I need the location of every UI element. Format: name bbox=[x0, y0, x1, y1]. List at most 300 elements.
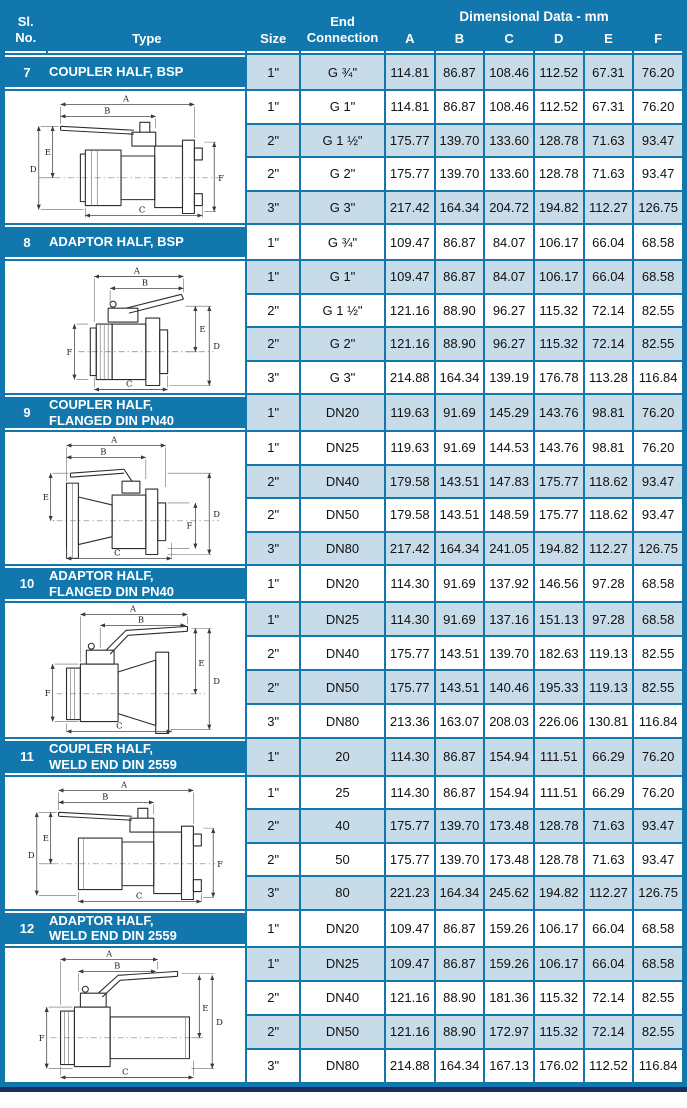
dim-f-cell: 68.58 bbox=[634, 603, 682, 635]
dim-a-cell: 214.88 bbox=[386, 362, 434, 394]
group-10-row-1 bbox=[5, 566, 682, 601]
end-connection-cell: DN50 bbox=[301, 671, 384, 703]
dim-b-cell: 164.34 bbox=[436, 1050, 484, 1082]
dim-f-cell: 68.58 bbox=[634, 911, 682, 946]
dim-e-cell: 118.62 bbox=[585, 466, 633, 498]
dim-label-f: F bbox=[44, 688, 51, 699]
dim-a-cell: 175.77 bbox=[386, 158, 434, 190]
group-11-header-band bbox=[5, 739, 245, 774]
dim-a-cell: 114.30 bbox=[386, 777, 434, 809]
dim-a-cell: 214.88 bbox=[386, 1050, 434, 1082]
dim-label-d: D bbox=[27, 849, 35, 860]
dim-label-a: A bbox=[123, 93, 130, 104]
dim-e-cell: 130.81 bbox=[585, 705, 633, 737]
dim-label-d: D bbox=[216, 1016, 224, 1027]
dim-d-cell: 182.63 bbox=[535, 637, 583, 669]
dim-label-d: D bbox=[213, 676, 221, 687]
dim-d-cell: 106.17 bbox=[535, 261, 583, 293]
dim-label-e: E bbox=[42, 832, 50, 843]
dim-label-a: A bbox=[111, 434, 118, 445]
dim-c-cell: 241.05 bbox=[485, 533, 533, 565]
dim-d-cell: 143.76 bbox=[535, 395, 583, 430]
group-header-inner bbox=[5, 568, 245, 599]
end-connection-cell: 80 bbox=[301, 877, 384, 909]
end-connection-cell: DN50 bbox=[301, 499, 384, 531]
size-cell: 1" bbox=[247, 395, 299, 430]
dim-f-cell: 82.55 bbox=[634, 1016, 682, 1048]
group-number: 7 bbox=[23, 64, 31, 80]
end-connection-cell: G 3" bbox=[301, 362, 384, 394]
size-cell: 2" bbox=[247, 295, 299, 327]
dim-b-cell: 88.90 bbox=[436, 295, 484, 327]
dim-e-cell: 112.52 bbox=[585, 1050, 633, 1082]
dim-e-cell: 72.14 bbox=[585, 1016, 633, 1048]
dim-d-cell: 194.82 bbox=[535, 877, 583, 909]
dim-d-cell: 175.77 bbox=[535, 499, 583, 531]
dim-b-cell: 91.69 bbox=[436, 432, 484, 464]
dim-a-cell: 114.30 bbox=[386, 739, 434, 774]
dim-c-cell: 173.48 bbox=[485, 810, 533, 842]
dim-b-cell: 86.87 bbox=[436, 777, 484, 809]
end-connection-cell: DN40 bbox=[301, 982, 384, 1014]
dim-b-cell: 143.51 bbox=[436, 637, 484, 669]
end-connection-cell: 40 bbox=[301, 810, 384, 842]
dim-a-cell: 175.77 bbox=[386, 844, 434, 876]
dim-f-cell: 116.84 bbox=[634, 362, 682, 394]
group-12-row-2 bbox=[5, 948, 682, 980]
dim-d-cell: 128.78 bbox=[535, 125, 583, 157]
col-header-b: B bbox=[436, 26, 484, 53]
dim-e-cell: 66.04 bbox=[585, 911, 633, 946]
dim-f-cell: 93.47 bbox=[634, 158, 682, 190]
dim-c-cell: 145.29 bbox=[485, 395, 533, 430]
dim-c-cell: 148.59 bbox=[485, 499, 533, 531]
dim-f-cell: 82.55 bbox=[634, 328, 682, 360]
technical-drawing-coupler-bsp bbox=[11, 92, 239, 222]
dim-e-cell: 119.13 bbox=[585, 637, 633, 669]
dim-label-a: A bbox=[134, 265, 141, 276]
dim-d-cell: 111.51 bbox=[535, 739, 583, 774]
col-header-dimensional-data: Dimensional Data - mm bbox=[386, 5, 682, 24]
dim-b-cell: 88.90 bbox=[436, 328, 484, 360]
dim-b-cell: 139.70 bbox=[436, 125, 484, 157]
dim-c-cell: 84.07 bbox=[485, 225, 533, 259]
group-11-drawing-cell bbox=[5, 777, 245, 909]
size-cell: 1" bbox=[247, 55, 299, 89]
dim-c-cell: 133.60 bbox=[485, 158, 533, 190]
size-cell: 1" bbox=[247, 261, 299, 293]
group-8-row-2 bbox=[5, 261, 682, 293]
group-number: 11 bbox=[20, 749, 34, 765]
dim-e-cell: 112.27 bbox=[585, 533, 633, 565]
dim-e-cell: 67.31 bbox=[585, 91, 633, 123]
dim-e-cell: 72.14 bbox=[585, 328, 633, 360]
dim-label-b: B bbox=[104, 105, 111, 116]
dim-e-cell: 71.63 bbox=[585, 125, 633, 157]
size-cell: 2" bbox=[247, 671, 299, 703]
col-header-e: E bbox=[585, 26, 633, 53]
dim-f-cell: 93.47 bbox=[634, 499, 682, 531]
dim-d-cell: 176.78 bbox=[535, 362, 583, 394]
size-cell: 2" bbox=[247, 158, 299, 190]
dim-b-cell: 164.34 bbox=[436, 362, 484, 394]
group-11-row-2 bbox=[5, 777, 682, 809]
dim-f-cell: 93.47 bbox=[634, 466, 682, 498]
dim-f-cell: 126.75 bbox=[634, 533, 682, 565]
dim-b-cell: 86.87 bbox=[436, 55, 484, 89]
dim-e-cell: 98.81 bbox=[585, 432, 633, 464]
dim-label-c: C bbox=[136, 890, 143, 901]
dim-a-cell: 114.81 bbox=[386, 55, 434, 89]
dim-a-cell: 217.42 bbox=[386, 192, 434, 224]
dim-c-cell: 147.83 bbox=[485, 466, 533, 498]
dim-d-cell: 151.13 bbox=[535, 603, 583, 635]
end-connection-cell: DN25 bbox=[301, 603, 384, 635]
dim-label-e: E bbox=[42, 492, 50, 503]
dim-label-f: F bbox=[217, 858, 224, 869]
end-connection-cell: G ¾" bbox=[301, 55, 384, 89]
dim-label-e: E bbox=[199, 323, 206, 334]
group-number: 9 bbox=[23, 405, 31, 421]
dim-d-cell: 176.02 bbox=[535, 1050, 583, 1082]
group-header-inner bbox=[5, 227, 245, 257]
size-cell: 3" bbox=[247, 877, 299, 909]
dim-b-cell: 139.70 bbox=[436, 158, 484, 190]
dim-label-e: E bbox=[202, 1002, 209, 1013]
dimensional-data-table bbox=[3, 3, 684, 1084]
dim-f-cell: 68.58 bbox=[634, 261, 682, 293]
dim-d-cell: 128.78 bbox=[535, 810, 583, 842]
dim-e-cell: 71.63 bbox=[585, 810, 633, 842]
size-cell: 3" bbox=[247, 705, 299, 737]
dim-d-cell: 143.76 bbox=[535, 432, 583, 464]
dim-e-cell: 71.63 bbox=[585, 158, 633, 190]
end-connection-cell: G 1" bbox=[301, 261, 384, 293]
dim-a-cell: 179.58 bbox=[386, 499, 434, 531]
dim-c-cell: 139.70 bbox=[485, 637, 533, 669]
dim-b-cell: 143.51 bbox=[436, 466, 484, 498]
dim-label-f: F bbox=[186, 520, 193, 531]
col-header-d: D bbox=[535, 26, 583, 53]
technical-drawing-coupler-weld bbox=[11, 778, 239, 908]
end-connection-cell: DN20 bbox=[301, 566, 384, 601]
group-type-label: ADAPTOR HALF, WELD END DIN 2559 bbox=[49, 912, 177, 944]
dim-f-cell: 93.47 bbox=[634, 810, 682, 842]
end-connection-cell: DN25 bbox=[301, 432, 384, 464]
size-cell: 2" bbox=[247, 466, 299, 498]
group-10-row-2 bbox=[5, 603, 682, 635]
group-8-drawing-cell bbox=[5, 261, 245, 393]
group-8-header-band bbox=[5, 225, 245, 259]
end-connection-cell: G 1 ½" bbox=[301, 295, 384, 327]
dim-e-cell: 112.27 bbox=[585, 192, 633, 224]
dim-f-cell: 76.20 bbox=[634, 91, 682, 123]
group-12-drawing-cell bbox=[5, 948, 245, 1082]
group-type-label: COUPLER HALF, BSP bbox=[49, 64, 184, 80]
end-connection-cell: G ¾" bbox=[301, 225, 384, 259]
dim-d-cell: 128.78 bbox=[535, 844, 583, 876]
end-connection-cell: 20 bbox=[301, 739, 384, 774]
end-connection-cell: DN20 bbox=[301, 911, 384, 946]
dim-d-cell: 194.82 bbox=[535, 533, 583, 565]
dim-d-cell: 106.17 bbox=[535, 948, 583, 980]
dim-label-b: B bbox=[102, 790, 109, 801]
group-type-label: COUPLER HALF, FLANGED DIN PN40 bbox=[49, 397, 174, 428]
dim-c-cell: 137.92 bbox=[485, 566, 533, 601]
dim-f-cell: 82.55 bbox=[634, 671, 682, 703]
dim-e-cell: 118.62 bbox=[585, 499, 633, 531]
dim-b-cell: 86.87 bbox=[436, 261, 484, 293]
group-7-header-band bbox=[5, 55, 245, 89]
dim-b-cell: 86.87 bbox=[436, 225, 484, 259]
dim-a-cell: 179.58 bbox=[386, 466, 434, 498]
dim-e-cell: 97.28 bbox=[585, 603, 633, 635]
dim-label-e: E bbox=[44, 147, 51, 158]
size-cell: 1" bbox=[247, 225, 299, 259]
dim-a-cell: 175.77 bbox=[386, 810, 434, 842]
dim-c-cell: 154.94 bbox=[485, 739, 533, 774]
end-connection-cell: G 2" bbox=[301, 158, 384, 190]
dim-b-cell: 143.51 bbox=[436, 671, 484, 703]
dim-label-d: D bbox=[213, 340, 221, 351]
dim-d-cell: 115.32 bbox=[535, 982, 583, 1014]
size-cell: 2" bbox=[247, 1016, 299, 1048]
dim-c-cell: 245.62 bbox=[485, 877, 533, 909]
size-cell: 1" bbox=[247, 91, 299, 123]
size-cell: 3" bbox=[247, 192, 299, 224]
size-cell: 2" bbox=[247, 637, 299, 669]
dim-b-cell: 164.34 bbox=[436, 533, 484, 565]
dim-e-cell: 71.63 bbox=[585, 844, 633, 876]
size-cell: 2" bbox=[247, 810, 299, 842]
dim-b-cell: 164.34 bbox=[436, 192, 484, 224]
dim-c-cell: 140.46 bbox=[485, 671, 533, 703]
dim-b-cell: 143.51 bbox=[436, 499, 484, 531]
dim-e-cell: 72.14 bbox=[585, 295, 633, 327]
size-cell: 2" bbox=[247, 499, 299, 531]
dim-label-a: A bbox=[121, 779, 128, 790]
col-header-c: C bbox=[485, 26, 533, 53]
dim-label-d: D bbox=[29, 163, 37, 174]
size-cell: 3" bbox=[247, 533, 299, 565]
dim-a-cell: 175.77 bbox=[386, 671, 434, 703]
dim-f-cell: 68.58 bbox=[634, 566, 682, 601]
dim-label-c: C bbox=[139, 204, 146, 215]
dim-e-cell: 66.04 bbox=[585, 948, 633, 980]
dim-c-cell: 96.27 bbox=[485, 295, 533, 327]
dim-label-a: A bbox=[106, 948, 113, 959]
dim-f-cell: 93.47 bbox=[634, 125, 682, 157]
size-cell: 3" bbox=[247, 1050, 299, 1082]
dim-b-cell: 86.87 bbox=[436, 91, 484, 123]
technical-drawing-adaptor-weld bbox=[11, 949, 239, 1081]
size-cell: 1" bbox=[247, 739, 299, 774]
dim-a-cell: 175.77 bbox=[386, 637, 434, 669]
group-12-row-1 bbox=[5, 911, 682, 946]
bottom-accent-bar bbox=[0, 1087, 687, 1092]
dim-d-cell: 226.06 bbox=[535, 705, 583, 737]
end-connection-cell: G 2" bbox=[301, 328, 384, 360]
dim-a-cell: 119.63 bbox=[386, 432, 434, 464]
dim-c-cell: 133.60 bbox=[485, 125, 533, 157]
dim-d-cell: 115.32 bbox=[535, 328, 583, 360]
dim-d-cell: 175.77 bbox=[535, 466, 583, 498]
dim-f-cell: 68.58 bbox=[634, 225, 682, 259]
size-cell: 2" bbox=[247, 982, 299, 1014]
size-cell: 2" bbox=[247, 125, 299, 157]
group-header-inner bbox=[5, 57, 245, 87]
dim-f-cell: 76.20 bbox=[634, 432, 682, 464]
dim-a-cell: 109.47 bbox=[386, 261, 434, 293]
group-11-row-1 bbox=[5, 739, 682, 774]
group-number: 12 bbox=[19, 920, 35, 936]
size-cell: 1" bbox=[247, 566, 299, 601]
dim-b-cell: 86.87 bbox=[436, 911, 484, 946]
table-header bbox=[5, 5, 682, 53]
end-connection-cell: DN25 bbox=[301, 948, 384, 980]
group-10-drawing-cell bbox=[5, 603, 245, 737]
dim-e-cell: 98.81 bbox=[585, 395, 633, 430]
dim-a-cell: 109.47 bbox=[386, 911, 434, 946]
end-connection-cell: G 1 ½" bbox=[301, 125, 384, 157]
col-header-end-connection: End Connection bbox=[301, 5, 384, 53]
end-connection-cell: DN80 bbox=[301, 705, 384, 737]
dim-d-cell: 195.33 bbox=[535, 671, 583, 703]
dim-e-cell: 67.31 bbox=[585, 55, 633, 89]
end-connection-cell: DN80 bbox=[301, 533, 384, 565]
group-10-header-band bbox=[5, 566, 245, 601]
col-header-f: F bbox=[634, 26, 682, 53]
dim-label-c: C bbox=[122, 1066, 129, 1077]
dim-e-cell: 66.29 bbox=[585, 777, 633, 809]
dim-label-c: C bbox=[114, 547, 121, 558]
dim-f-cell: 82.55 bbox=[634, 295, 682, 327]
dim-c-cell: 144.53 bbox=[485, 432, 533, 464]
group-8-row-1 bbox=[5, 225, 682, 259]
dim-label-f: F bbox=[218, 172, 225, 183]
dim-label-e: E bbox=[198, 658, 205, 669]
dim-b-cell: 86.87 bbox=[436, 739, 484, 774]
col-header-a: A bbox=[386, 26, 434, 53]
dim-f-cell: 76.20 bbox=[634, 395, 682, 430]
dim-e-cell: 119.13 bbox=[585, 671, 633, 703]
dim-d-cell: 128.78 bbox=[535, 158, 583, 190]
group-type-label: ADAPTOR HALF, BSP bbox=[49, 234, 184, 250]
dim-e-cell: 113.28 bbox=[585, 362, 633, 394]
dim-d-cell: 194.82 bbox=[535, 192, 583, 224]
table-body bbox=[5, 55, 682, 1082]
dim-a-cell: 119.63 bbox=[386, 395, 434, 430]
size-cell: 3" bbox=[247, 362, 299, 394]
dim-c-cell: 96.27 bbox=[485, 328, 533, 360]
dim-d-cell: 112.52 bbox=[535, 55, 583, 89]
dim-d-cell: 112.52 bbox=[535, 91, 583, 123]
col-header-type: Type bbox=[48, 5, 245, 53]
end-connection-cell: G 3" bbox=[301, 192, 384, 224]
group-header-inner bbox=[5, 397, 245, 428]
dim-f-cell: 116.84 bbox=[634, 705, 682, 737]
end-connection-cell: DN40 bbox=[301, 466, 384, 498]
technical-drawing-adaptor-flanged bbox=[11, 604, 239, 736]
size-cell: 2" bbox=[247, 328, 299, 360]
technical-drawing-adaptor-bsp bbox=[11, 262, 239, 392]
dim-a-cell: 109.47 bbox=[386, 225, 434, 259]
dim-f-cell: 68.58 bbox=[634, 948, 682, 980]
dim-c-cell: 139.19 bbox=[485, 362, 533, 394]
dim-c-cell: 208.03 bbox=[485, 705, 533, 737]
dim-c-cell: 159.26 bbox=[485, 911, 533, 946]
col-header-sl-no: Sl. No. bbox=[5, 5, 46, 53]
dim-a-cell: 217.42 bbox=[386, 533, 434, 565]
dim-a-cell: 221.23 bbox=[386, 877, 434, 909]
size-cell: 1" bbox=[247, 432, 299, 464]
dim-a-cell: 213.36 bbox=[386, 705, 434, 737]
group-7-row-1 bbox=[5, 55, 682, 89]
dim-f-cell: 126.75 bbox=[634, 877, 682, 909]
size-cell: 1" bbox=[247, 948, 299, 980]
dim-b-cell: 88.90 bbox=[436, 1016, 484, 1048]
dim-f-cell: 76.20 bbox=[634, 739, 682, 774]
end-connection-cell: DN80 bbox=[301, 1050, 384, 1082]
dim-c-cell: 159.26 bbox=[485, 948, 533, 980]
dim-label-a: A bbox=[130, 604, 137, 614]
dim-c-cell: 137.16 bbox=[485, 603, 533, 635]
dim-b-cell: 139.70 bbox=[436, 810, 484, 842]
dim-label-b: B bbox=[100, 446, 107, 457]
end-connection-cell: G 1" bbox=[301, 91, 384, 123]
dim-c-cell: 181.36 bbox=[485, 982, 533, 1014]
dim-b-cell: 164.34 bbox=[436, 877, 484, 909]
dim-c-cell: 108.46 bbox=[485, 91, 533, 123]
dim-e-cell: 66.04 bbox=[585, 261, 633, 293]
dim-b-cell: 91.69 bbox=[436, 566, 484, 601]
dim-label-b: B bbox=[138, 614, 145, 625]
end-connection-cell: 25 bbox=[301, 777, 384, 809]
dim-a-cell: 109.47 bbox=[386, 948, 434, 980]
dim-a-cell: 121.16 bbox=[386, 328, 434, 360]
dim-label-b: B bbox=[141, 277, 149, 288]
group-number: 10 bbox=[19, 576, 35, 592]
dim-label-c: C bbox=[116, 720, 123, 731]
group-7-drawing-cell bbox=[5, 91, 245, 223]
group-9-row-1 bbox=[5, 395, 682, 430]
dim-label-f: F bbox=[38, 1032, 45, 1043]
dim-f-cell: 82.55 bbox=[634, 637, 682, 669]
dim-a-cell: 114.30 bbox=[386, 603, 434, 635]
end-connection-cell: 50 bbox=[301, 844, 384, 876]
dim-f-cell: 126.75 bbox=[634, 192, 682, 224]
dim-d-cell: 111.51 bbox=[535, 777, 583, 809]
dim-d-cell: 106.17 bbox=[535, 225, 583, 259]
end-connection-cell: DN50 bbox=[301, 1016, 384, 1048]
dim-d-cell: 115.32 bbox=[535, 295, 583, 327]
dim-f-cell: 76.20 bbox=[634, 777, 682, 809]
group-9-drawing-cell bbox=[5, 432, 245, 564]
dim-d-cell: 106.17 bbox=[535, 911, 583, 946]
end-connection-cell: DN20 bbox=[301, 395, 384, 430]
dim-b-cell: 86.87 bbox=[436, 948, 484, 980]
dim-a-cell: 121.16 bbox=[386, 982, 434, 1014]
group-12-header-band bbox=[5, 911, 245, 946]
dim-c-cell: 173.48 bbox=[485, 844, 533, 876]
dim-a-cell: 121.16 bbox=[386, 295, 434, 327]
size-cell: 1" bbox=[247, 603, 299, 635]
dim-b-cell: 163.07 bbox=[436, 705, 484, 737]
dim-c-cell: 108.46 bbox=[485, 55, 533, 89]
dim-e-cell: 72.14 bbox=[585, 982, 633, 1014]
group-type-label: COUPLER HALF, WELD END DIN 2559 bbox=[49, 741, 177, 772]
dim-e-cell: 66.04 bbox=[585, 225, 633, 259]
